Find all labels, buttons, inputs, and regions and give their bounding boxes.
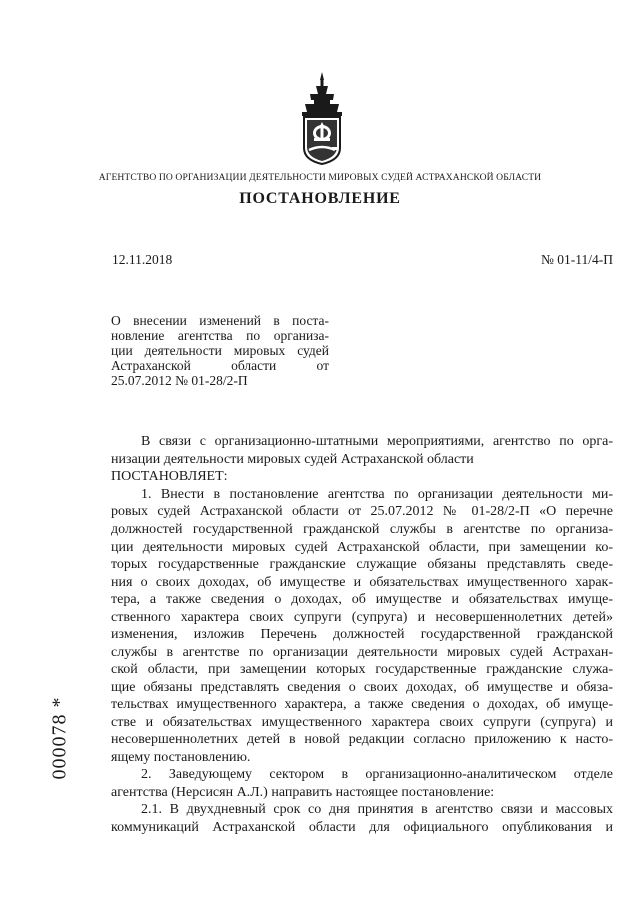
body-line: ской области, при замещении которых государственные гражданские служа-	[111, 662, 613, 677]
body-line: несовершеннолетних детей в новой редакции согласно приложению к насто-	[111, 732, 613, 747]
subject-line: Астраханской области от	[111, 358, 329, 373]
body-line: 2. Заведующему сектором в организационно-аналитическом отделе	[141, 767, 613, 782]
document-subject	[111, 313, 329, 388]
body-line: ния о своих доходах, об имуществе и обязательствах имущественного харак-	[111, 575, 613, 590]
body-line: 1. Внести в постановление агентства по организации деятельности ми-	[141, 487, 613, 502]
body-line: должностей государственной гражданской службы в агентстве по организа-	[111, 522, 613, 537]
body-line: ящему постановлению.	[111, 750, 251, 765]
body-line: торых государственные гражданские служащие обязаны представлять сведе-	[111, 557, 613, 572]
body-line: изменения, изложив Перечень должностей государственной гражданской	[111, 627, 613, 642]
agency-name: АГЕНТСТВО ПО ОРГАНИЗАЦИИ ДЕЯТЕЛЬНОСТИ МИРОВЫХ СУДЕЙ АСТРАХАНСКОЙ ОБЛАСТИ	[98, 172, 542, 183]
body-line: щие обязаны представлять сведения о своих доходах, об имуществе и обяза-	[111, 680, 613, 695]
subject-line: новление агентства по организа-	[111, 328, 329, 343]
registration-stamp: 000078 *	[48, 696, 71, 780]
document-title: ПОСТАНОВЛЕНИЕ	[239, 190, 401, 207]
body-line: стве и обязательствах имущественного характера своих супруги (супруга) и	[111, 715, 613, 730]
body-line: коммуникаций Астраханской области для официального опубликования и	[111, 820, 613, 835]
subject-line: ции деятельности мировых судей	[111, 343, 329, 358]
coat-of-arms-icon	[295, 70, 349, 166]
body-line: тельствах имущественного характера, а также сведения о доходах, об имуще-	[111, 697, 613, 712]
subject-line: 25.07.2012 № 01-28/2-П	[111, 373, 248, 388]
body-line: ственного характера своих супруги (супруга) и несовершеннолетних детей»	[111, 610, 613, 625]
document-number: № 01-11/4-П	[541, 252, 613, 267]
body-line: 2.1. В двухдневный срок со дня принятия в агентство связи и массовых	[141, 802, 613, 817]
body-line: агентства (Нерсисян А.Л.) направить настоящее постановление:	[111, 785, 495, 800]
body-line: тера, а также сведения о доходах, об имуществе и обязательствах имуще-	[111, 592, 613, 607]
body-line: В связи с организационно-штатными мероприятиями, агентство по орга-	[141, 434, 613, 449]
body-line: ции деятельности мировых судей Астраханской области, при замещении ко-	[111, 540, 613, 555]
body-line: ПОСТАНОВЛЯЕТ:	[111, 469, 228, 484]
body-line: ровых судей Астраханской области от 25.07.2012 № 01-28/2-П «О перечне	[111, 504, 613, 519]
subject-line: О внесении изменений в поста-	[111, 313, 329, 328]
body-line: службы в агентстве по организации деятельности мировых судей Астрахан-	[111, 645, 613, 660]
body-line: низации деятельности мировых судей Астраханской области	[111, 452, 474, 467]
document-date: 12.11.2018	[112, 252, 173, 267]
